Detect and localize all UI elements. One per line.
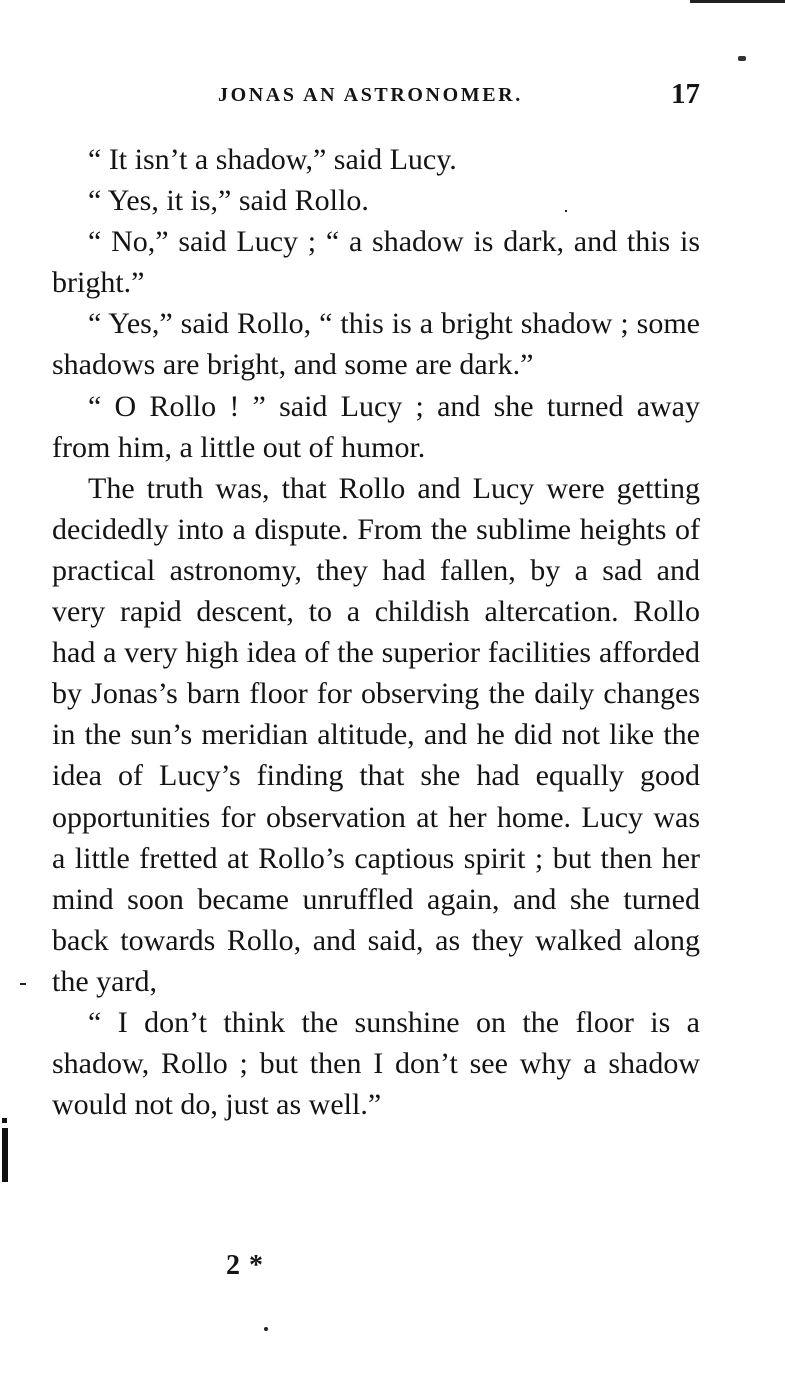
page-number: 17: [671, 78, 700, 110]
running-head: [52, 78, 700, 118]
ink-speck: [20, 983, 26, 985]
body-text: [52, 139, 700, 1125]
signature-mark: 2 *: [226, 1250, 264, 1281]
paragraph: “ No,” said Lucy ; “ a shadow is dark, and this is bright.”: [52, 225, 700, 300]
paragraph: “ Yes, it is,” said Rollo.: [88, 184, 369, 218]
paragraph: “ O Rollo ! ” said Lucy ; and she turned away from him, a little out of humor.: [52, 389, 700, 464]
running-title: JONAS AN ASTRONOMER.: [218, 84, 523, 106]
ink-speck: [565, 210, 567, 212]
paragraph: “ It isn’t a shadow,” said Lucy.: [88, 143, 457, 176]
ink-speck: [264, 1327, 268, 1331]
paragraph: “ Yes,” said Rollo, “ this is a bright shadow ; some shadows are bright, and some are dark.”: [52, 307, 700, 382]
paragraph: “ I don’t think the sunshine on the floor is a shadow, Rollo ; but then I don’t see why a shadow would not do, just as well.”: [52, 1005, 700, 1122]
ink-mark: [738, 56, 746, 61]
paragraph: The truth was, that Rollo and Lucy were getting decidedly into a dispute. From the sublime heights of practical astronomy, they had fallen, by a sad and very rapid descent, to a childish altercation. Rollo had a very high idea of the superior facilities afforded by Jonas’s barn floor for observing the daily changes in the sun’s meridian altitude, and he did not like the idea of Lucy’s finding that she had equally good opportunities for observation at her home. Lucy was a little fretted at Rollo’s captious spirit ; but then her mind soon became unruffled again, and she turned back towards Rollo, and said, as they walked along the yard,: [52, 471, 700, 998]
top-edge-rule: [690, 0, 785, 3]
margin-bracket: [2, 1128, 8, 1182]
